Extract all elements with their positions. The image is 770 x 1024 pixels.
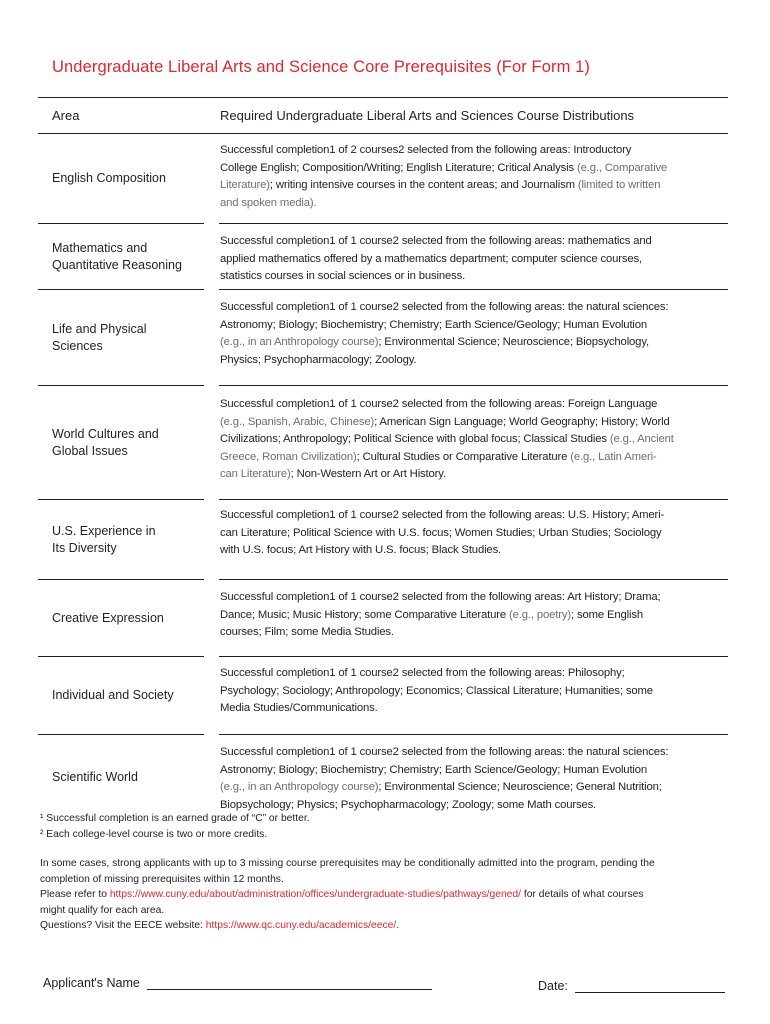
cuny-pathways-link[interactable]: https://www.cuny.edu/about/administration/offices/undergraduate-studies/pathways/gened/ — [109, 889, 521, 901]
example-text: (e.g., Comparative — [576, 161, 668, 174]
requirement-line — [220, 334, 728, 352]
table-header — [38, 98, 728, 134]
example-text: (limited to written — [577, 179, 661, 191]
column-header-area: Area — [52, 108, 80, 123]
requirement-line — [220, 195, 728, 213]
requirement-text: Successful completion1 of 1 course2 selected from the following areas: U.S. History; Ameri- — [220, 509, 665, 521]
questions-suffix: . — [396, 920, 400, 932]
eece-website-link[interactable]: https://www.qc.cuny.edu/academics/eece/ — [205, 920, 397, 932]
requirement-line — [220, 233, 728, 251]
area-name: English Composition — [52, 171, 166, 186]
admission-note-line-1: In some cases, strong applicants with up to 3 missing course prerequisites may be conditionally admitted into the program, pending the — [40, 858, 655, 869]
requirement-text: ; Cultural Studies or Comparative Literature — [356, 450, 571, 463]
refer-prefix: Please refer to — [40, 889, 110, 901]
requirement-line — [220, 589, 728, 607]
area-name: World Cultures and Global Issues — [52, 426, 159, 458]
example-text: (e.g., Spanish, Arabic, Chinese) — [220, 415, 375, 428]
area-requirement — [220, 744, 728, 814]
example-text: (e.g., in an Anthropology course) — [220, 336, 379, 348]
requirement-text: ; Non-Western Art or Art History. — [290, 468, 446, 480]
example-text: can Literature) — [220, 468, 291, 480]
requirement-text: Biopsychology; Physics; Psychopharmacology; Zoology; some Math courses. — [220, 798, 597, 811]
requirement-line — [220, 700, 728, 718]
requirement-text: with U.S. focus; Art History with U.S. focus; Black Studies. — [220, 544, 502, 556]
example-text: (e.g., Ancient — [609, 433, 674, 445]
requirement-line — [220, 268, 728, 286]
requirement-text: Astronomy; Biology; Biochemistry; Chemistry; Earth Science/Geology; Human Evolution — [220, 318, 648, 331]
area-name: Scientific World — [52, 770, 138, 785]
requirement-line — [220, 624, 728, 642]
requirement-text: Media Studies/Communications. — [220, 702, 378, 714]
requirement-line — [220, 449, 728, 467]
requirement-text: ; writing intensive courses in the content areas; and Journalism — [269, 179, 578, 191]
requirement-text: ; Environmental Science; Neuroscience; General Nutrition; — [378, 781, 662, 793]
example-text: (e.g., Latin Ameri- — [570, 450, 657, 463]
refer-suffix: for details of what courses — [521, 889, 644, 901]
requirement-line — [220, 507, 728, 525]
prerequisites-table — [38, 97, 728, 821]
date-label: Date: — [538, 979, 568, 993]
requirement-text: Dance; Music; Music History; some Comparative Literature — [220, 608, 510, 621]
area-requirement — [220, 665, 728, 718]
refer-line-2: might qualify for each area. — [40, 904, 165, 916]
table-row — [38, 386, 728, 500]
column-header-required: Required Undergraduate Liberal Arts and Sciences Course Distributions — [220, 108, 635, 123]
requirement-text: Successful completion1 of 1 course2 selected from the following areas: the natural sciences: — [220, 301, 669, 313]
example-text: Greece, Roman Civilization) — [220, 450, 357, 463]
requirement-text: Psychology; Sociology; Anthropology; Economics; Classical Literature; Humanities; some — [220, 684, 653, 697]
area-requirement — [220, 142, 728, 212]
footnotes — [40, 811, 310, 842]
refer-line — [40, 887, 730, 903]
footnote-2: ² Each college-level course is two or more credits. — [40, 828, 268, 840]
example-text: (e.g., in an Anthropology course) — [220, 781, 379, 793]
requirement-text: Successful completion1 of 1 course2 selected from the following areas: Art History; Drama; — [220, 591, 661, 603]
requirement-text: ; Environmental Science; Neuroscience; Biopsychology, — [378, 336, 649, 348]
area-requirement — [220, 299, 728, 369]
requirement-text: Physics; Psychopharmacology; Zoology. — [220, 353, 417, 366]
requirement-line — [220, 542, 728, 560]
applicant-name-line[interactable] — [147, 989, 432, 990]
requirement-text: Successful completion1 of 1 course2 selected from the following areas: the natural sciences: — [220, 746, 669, 758]
footnote-1: ¹ Successful completion is an earned grade of “C” or better. — [40, 813, 310, 824]
requirement-line — [220, 665, 728, 683]
requirement-line — [220, 299, 728, 317]
page-title: Undergraduate Liberal Arts and Science Core Prerequisites (For Form 1) — [52, 58, 590, 76]
applicant-name-label: Applicant's Name — [43, 976, 140, 990]
requirement-text: ; American Sign Language; World Geography; History; World — [374, 415, 670, 428]
requirement-text: Successful completion1 of 1 course2 selected from the following areas: mathematics and — [220, 235, 652, 247]
table-row — [38, 735, 728, 821]
requirement-line — [220, 466, 728, 484]
requirement-text: College English; Composition/Writing; English Literature; Critical Analysis — [220, 161, 577, 174]
table-row — [38, 134, 728, 224]
table-row — [38, 580, 728, 657]
table-row — [38, 224, 728, 290]
questions-line — [40, 918, 730, 934]
table-body — [38, 134, 728, 821]
applicant-name-field — [43, 976, 432, 990]
requirement-line — [220, 525, 728, 543]
table-row — [38, 500, 728, 580]
date-field — [538, 979, 725, 993]
area-requirement — [220, 507, 728, 560]
requirement-text: Successful completion1 of 2 courses2 selected from the following areas: Introductory — [220, 144, 632, 156]
requirement-line — [220, 683, 728, 701]
admission-note-line-2: completion of missing prerequisites within 12 months. — [40, 873, 284, 885]
requirement-line — [220, 352, 728, 370]
requirement-text: Civilizations; Anthropology; Political Science with global focus; Classical Studies — [220, 433, 610, 445]
area-name: U.S. Experience in Its Diversity — [52, 523, 156, 555]
area-name: Life and Physical Sciences — [52, 321, 147, 353]
requirement-line — [220, 779, 728, 797]
date-line[interactable] — [575, 992, 725, 993]
requirement-line — [220, 251, 728, 269]
requirement-line — [220, 431, 728, 449]
requirement-line — [220, 762, 728, 780]
requirement-text: applied mathematics offered by a mathematics department; computer science courses, — [220, 252, 643, 265]
requirement-line — [220, 160, 728, 178]
requirement-line — [220, 317, 728, 335]
example-text: (e.g., poetry) — [509, 608, 571, 621]
questions-prefix: Questions? Visit the EECE website: — [40, 920, 206, 932]
requirement-line — [220, 414, 728, 432]
requirement-line — [220, 744, 728, 762]
area-name: Mathematics and Quantitative Reasoning — [52, 240, 182, 272]
requirement-text: can Literature; Political Science with U.S. focus; Women Studies; Urban Studies; Sociology — [220, 526, 662, 539]
requirement-text: Astronomy; Biology; Biochemistry; Chemistry; Earth Science/Geology; Human Evolution — [220, 763, 648, 776]
example-text: Literature) — [220, 179, 270, 191]
example-text: and spoken media). — [220, 196, 317, 209]
requirement-text: statistics courses in social sciences or in business. — [220, 270, 466, 282]
area-name: Individual and Society — [52, 688, 174, 703]
area-requirement — [220, 589, 728, 642]
area-name: Creative Expression — [52, 610, 164, 625]
area-requirement — [220, 233, 728, 286]
requirement-text: ; some English — [570, 608, 643, 621]
requirement-text: Successful completion1 of 1 course2 selected from the following areas: Foreign Language — [220, 398, 658, 410]
table-row — [38, 657, 728, 735]
requirement-line — [220, 142, 728, 160]
requirement-line — [220, 607, 728, 625]
area-requirement — [220, 396, 728, 484]
requirement-line — [220, 177, 728, 195]
admission-note — [40, 856, 730, 934]
requirement-text: Successful completion1 of 1 course2 selected from the following areas: Philosophy; — [220, 667, 625, 679]
table-row — [38, 290, 728, 386]
requirement-text: courses; Film; some Media Studies. — [220, 626, 394, 638]
requirement-line — [220, 396, 728, 414]
